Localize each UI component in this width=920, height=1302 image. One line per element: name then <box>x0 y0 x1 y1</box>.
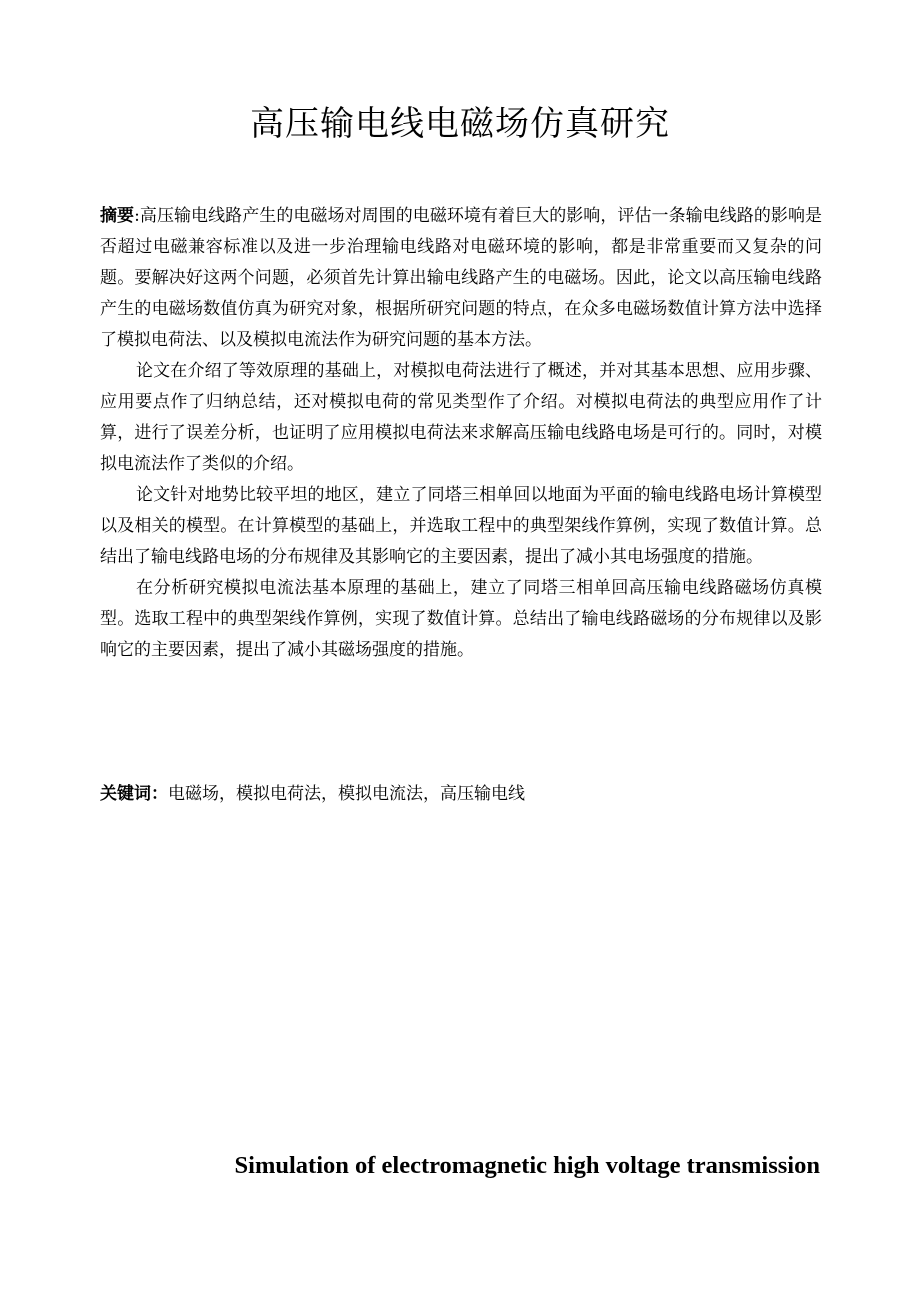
abstract-paragraph-3: 论文针对地势比较平坦的地区，建立了同塔三相单回以地面为平面的输电线路电场计算模型以及相关的模型。在计算模型的基础上，并选取工程中的典型架线作算例，实现了数值计算。总结出了输电线路电场的分布规律及其影响它的主要因素，提出了减小其电场强度的措施。 <box>100 485 822 567</box>
abstract-section <box>100 201 822 666</box>
abstract-paragraph-1 <box>100 201 822 356</box>
english-title: Simulation of electromagnetic high voltage transmission <box>234 1152 820 1179</box>
keywords-line <box>100 779 822 810</box>
abstract-label: 摘要 <box>100 206 135 226</box>
abstract-paragraph-2: 论文在介绍了等效原理的基础上，对模拟电荷法进行了概述，并对其基本思想、应用步骤、应用要点作了归纳总结，还对模拟电荷的常见类型作了介绍。对模拟电荷法的典型应用作了计算，进行了误差分析，也证明了应用模拟电荷法来求解高压输电线路电场是可行的。同时，对模拟电流法作了类似的介绍。 <box>100 361 822 474</box>
keywords-label: 关键词： <box>100 784 168 804</box>
keywords-text: 电磁场，模拟电荷法，模拟电流法，高压输电线 <box>168 784 525 804</box>
abstract-label-separator: : <box>134 206 140 226</box>
abstract-paragraph-4: 在分析研究模拟电流法基本原理的基础上，建立了同塔三相单回高压输电线路磁场仿真模型。选取工程中的典型架线作算例，实现了数值计算。总结出了输电线路磁场的分布规律以及影响它的主要因素，提出了减小其磁场强度的措施。 <box>100 578 822 660</box>
page-title: 高压输电线电磁场仿真研究 <box>250 104 670 144</box>
abstract-paragraph-1-text: 高压输电线路产生的电磁场对周围的电磁环境有着巨大的影响，评估一条输电线路的影响是否超过电磁兼容标准以及进一步治理输电线路对电磁环境的影响，都是非常重要而又复杂的问题。要解决好这两个问题，必须首先计算出输电线路产生的电磁场。因此，论文以高压输电线路产生的电磁场数值仿真为研究对象，根据所研究问题的特点，在众多电磁场数值计算方法中选择了模拟电荷法、以及模拟电流法作为研究问题的基本方法。 <box>100 206 822 350</box>
